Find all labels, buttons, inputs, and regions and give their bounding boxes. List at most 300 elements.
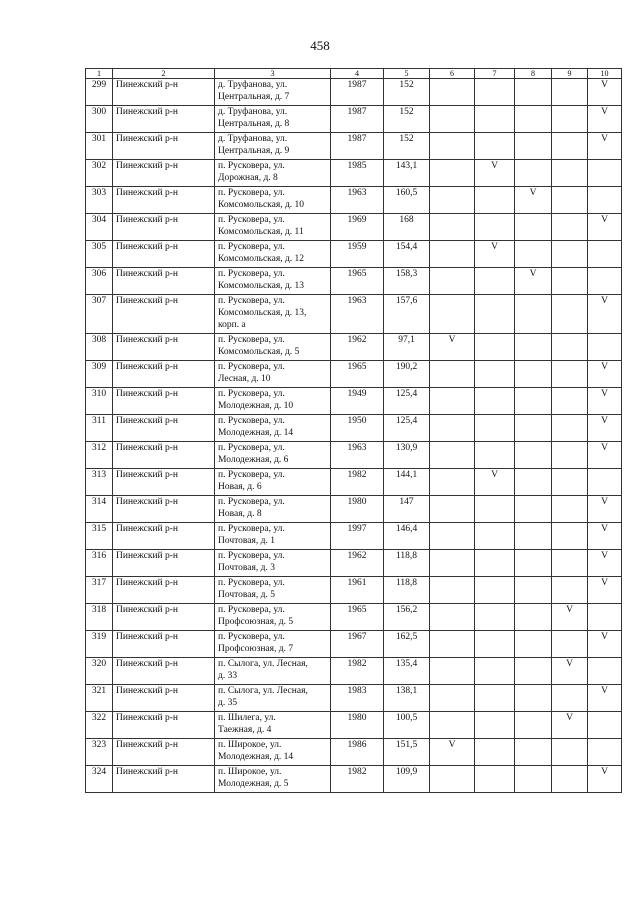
address-line: п. Русковера, ул. (218, 470, 285, 480)
mark-cell-c7 (475, 604, 515, 631)
table-row (86, 133, 622, 160)
address-line: Почтовая, д. 5 (218, 590, 275, 600)
year-cell: 1985 (331, 160, 384, 187)
mark-cell-c7 (475, 295, 515, 334)
mark-cell-c8 (515, 79, 552, 106)
mark-cell-c6 (430, 523, 475, 550)
district-cell: Пинежский р-н (113, 295, 215, 334)
mark-cell-c7 (475, 712, 515, 739)
mark-cell-c9 (552, 160, 588, 187)
mark-cell-c10: V (588, 523, 622, 550)
mark-cell-c7: V (475, 241, 515, 268)
mark-cell-c6 (430, 415, 475, 442)
mark-cell-c6 (430, 133, 475, 160)
column-header: 9 (552, 69, 588, 79)
table-row (86, 160, 622, 187)
address-line: Комсомольская, д. 13 (218, 281, 305, 291)
mark-cell-c10: V (588, 79, 622, 106)
address-cell (215, 160, 331, 187)
district-cell: Пинежский р-н (113, 388, 215, 415)
area-cell: 100,5 (384, 712, 430, 739)
mark-cell-c7 (475, 631, 515, 658)
mark-cell-c8 (515, 160, 552, 187)
area-cell: 157,6 (384, 295, 430, 334)
row-number-cell: 322 (86, 712, 113, 739)
address-line: Таежная, д. 4 (218, 725, 272, 735)
address-line: п. Широкое, ул. (218, 767, 282, 777)
area-cell: 125,4 (384, 388, 430, 415)
row-number-cell: 305 (86, 241, 113, 268)
mark-cell-c8 (515, 241, 552, 268)
address-cell (215, 469, 331, 496)
mark-cell-c7 (475, 766, 515, 793)
mark-cell-c7 (475, 415, 515, 442)
table-row (86, 388, 622, 415)
address-line: корп. а (218, 320, 246, 330)
table-row (86, 577, 622, 604)
mark-cell-c6 (430, 604, 475, 631)
address-cell (215, 361, 331, 388)
year-cell: 1982 (331, 766, 384, 793)
address-cell (215, 577, 331, 604)
district-cell: Пинежский р-н (113, 712, 215, 739)
row-number-cell: 310 (86, 388, 113, 415)
year-cell: 1987 (331, 106, 384, 133)
mark-cell-c9 (552, 739, 588, 766)
table-row (86, 739, 622, 766)
row-number-cell: 301 (86, 133, 113, 160)
column-header: 4 (331, 69, 384, 79)
address-line: Молодежная, д. 5 (218, 779, 289, 789)
mark-cell-c7 (475, 685, 515, 712)
mark-cell-c7 (475, 79, 515, 106)
area-cell: 152 (384, 106, 430, 133)
table-row (86, 550, 622, 577)
address-cell (215, 79, 331, 106)
area-cell: 156,2 (384, 604, 430, 631)
mark-cell-c6 (430, 79, 475, 106)
area-cell: 152 (384, 133, 430, 160)
address-line: п. Русковера, ул. (218, 242, 285, 252)
area-cell: 168 (384, 214, 430, 241)
address-line: п. Сылога, ул. Лесная, (218, 659, 308, 669)
mark-cell-c8 (515, 106, 552, 133)
row-number-cell: 315 (86, 523, 113, 550)
area-cell: 109,9 (384, 766, 430, 793)
mark-cell-c8 (515, 766, 552, 793)
column-header: 7 (475, 69, 515, 79)
district-cell: Пинежский р-н (113, 241, 215, 268)
district-cell: Пинежский р-н (113, 79, 215, 106)
address-cell (215, 442, 331, 469)
mark-cell-c9 (552, 79, 588, 106)
row-number-cell: 309 (86, 361, 113, 388)
year-cell: 1950 (331, 415, 384, 442)
mark-cell-c6 (430, 160, 475, 187)
mark-cell-c10: V (588, 361, 622, 388)
area-cell: 130,9 (384, 442, 430, 469)
mark-cell-c7 (475, 523, 515, 550)
year-cell: 1965 (331, 268, 384, 295)
mark-cell-c9: V (552, 658, 588, 685)
address-cell (215, 739, 331, 766)
area-cell: 158,3 (384, 268, 430, 295)
row-number-cell: 316 (86, 550, 113, 577)
mark-cell-c6 (430, 106, 475, 133)
mark-cell-c7 (475, 268, 515, 295)
row-number-cell: 304 (86, 214, 113, 241)
year-cell: 1987 (331, 133, 384, 160)
mark-cell-c8 (515, 604, 552, 631)
table-row (86, 268, 622, 295)
mark-cell-c8 (515, 523, 552, 550)
mark-cell-c9 (552, 388, 588, 415)
area-cell: 190,2 (384, 361, 430, 388)
mark-cell-c6 (430, 214, 475, 241)
year-cell: 1961 (331, 577, 384, 604)
mark-cell-c7 (475, 496, 515, 523)
address-cell (215, 604, 331, 631)
address-cell (215, 214, 331, 241)
table-row (86, 415, 622, 442)
year-cell: 1962 (331, 334, 384, 361)
mark-cell-c7 (475, 361, 515, 388)
row-number-cell: 318 (86, 604, 113, 631)
mark-cell-c6 (430, 361, 475, 388)
area-cell: 160,5 (384, 187, 430, 214)
table-row (86, 187, 622, 214)
address-cell (215, 766, 331, 793)
district-cell: Пинежский р-н (113, 415, 215, 442)
district-cell: Пинежский р-н (113, 604, 215, 631)
year-cell: 1986 (331, 739, 384, 766)
address-line: Комсомольская, д. 5 (218, 347, 300, 357)
year-cell: 1980 (331, 712, 384, 739)
mark-cell-c6 (430, 631, 475, 658)
district-cell: Пинежский р-н (113, 214, 215, 241)
district-cell: Пинежский р-н (113, 361, 215, 388)
address-line: Центральная, д. 7 (218, 92, 290, 102)
table-row (86, 604, 622, 631)
district-cell: Пинежский р-н (113, 739, 215, 766)
address-cell (215, 523, 331, 550)
area-cell: 151,5 (384, 739, 430, 766)
address-cell (215, 658, 331, 685)
row-number-cell: 312 (86, 442, 113, 469)
mark-cell-c10: V (588, 214, 622, 241)
address-line: Почтовая, д. 1 (218, 536, 275, 546)
mark-cell-c9 (552, 187, 588, 214)
mark-cell-c6 (430, 295, 475, 334)
mark-cell-c9 (552, 469, 588, 496)
address-cell (215, 133, 331, 160)
mark-cell-c7: V (475, 469, 515, 496)
mark-cell-c9: V (552, 604, 588, 631)
address-line: Молодежная, д. 10 (218, 401, 294, 411)
mark-cell-c8 (515, 496, 552, 523)
mark-cell-c6 (430, 268, 475, 295)
table-row (86, 361, 622, 388)
address-line: д. 35 (218, 698, 238, 708)
mark-cell-c7 (475, 550, 515, 577)
mark-cell-c8 (515, 685, 552, 712)
address-line: Дорожная, д. 8 (218, 173, 278, 183)
area-cell: 125,4 (384, 415, 430, 442)
address-line: п. Русковера, ул. (218, 416, 285, 426)
address-line: п. Русковера, ул. (218, 335, 285, 345)
address-line: п. Русковера, ул. (218, 161, 285, 171)
table-row (86, 241, 622, 268)
mark-cell-c10: V (588, 295, 622, 334)
mark-cell-c9 (552, 442, 588, 469)
mark-cell-c9 (552, 550, 588, 577)
mark-cell-c7: V (475, 160, 515, 187)
address-line: д. Труфанова, ул. (218, 80, 288, 90)
district-cell: Пинежский р-н (113, 268, 215, 295)
address-cell (215, 241, 331, 268)
table-row (86, 523, 622, 550)
column-header: 5 (384, 69, 430, 79)
column-header: 10 (588, 69, 622, 79)
mark-cell-c10 (588, 604, 622, 631)
year-cell: 1982 (331, 658, 384, 685)
area-cell: 118,8 (384, 577, 430, 604)
year-cell: 1982 (331, 469, 384, 496)
mark-cell-c8 (515, 133, 552, 160)
mark-cell-c8: V (515, 187, 552, 214)
mark-cell-c9 (552, 133, 588, 160)
table-row (86, 766, 622, 793)
table-row (86, 442, 622, 469)
address-cell (215, 496, 331, 523)
district-cell: Пинежский р-н (113, 685, 215, 712)
mark-cell-c9 (552, 214, 588, 241)
year-cell: 1965 (331, 604, 384, 631)
row-number-cell: 307 (86, 295, 113, 334)
district-cell: Пинежский р-н (113, 469, 215, 496)
year-cell: 1969 (331, 214, 384, 241)
address-line: п. Русковера, ул. (218, 524, 285, 534)
mark-cell-c9 (552, 685, 588, 712)
mark-cell-c6 (430, 577, 475, 604)
row-number-cell: 313 (86, 469, 113, 496)
address-cell (215, 631, 331, 658)
address-line: Центральная, д. 9 (218, 146, 290, 156)
year-cell: 1980 (331, 496, 384, 523)
mark-cell-c6 (430, 712, 475, 739)
area-cell: 97,1 (384, 334, 430, 361)
table-row (86, 496, 622, 523)
address-line: п. Сылога, ул. Лесная, (218, 686, 308, 696)
mark-cell-c10 (588, 739, 622, 766)
mark-cell-c9 (552, 523, 588, 550)
column-header: 6 (430, 69, 475, 79)
table-row (86, 334, 622, 361)
mark-cell-c10 (588, 160, 622, 187)
row-number-cell: 320 (86, 658, 113, 685)
mark-cell-c9 (552, 766, 588, 793)
address-cell (215, 106, 331, 133)
mark-cell-c7 (475, 214, 515, 241)
mark-cell-c10 (588, 241, 622, 268)
mark-cell-c10 (588, 334, 622, 361)
row-number-cell: 321 (86, 685, 113, 712)
mark-cell-c7 (475, 334, 515, 361)
mark-cell-c6 (430, 550, 475, 577)
address-line: п. Широкое, ул. (218, 740, 282, 750)
mark-cell-c6 (430, 241, 475, 268)
year-cell: 1963 (331, 187, 384, 214)
address-line: Лесная, д. 10 (218, 374, 271, 384)
row-number-cell: 306 (86, 268, 113, 295)
mark-cell-c7 (475, 133, 515, 160)
table-row (86, 214, 622, 241)
district-cell: Пинежский р-н (113, 631, 215, 658)
mark-cell-c9 (552, 631, 588, 658)
mark-cell-c8 (515, 334, 552, 361)
address-line: Комсомольская, д. 12 (218, 254, 305, 264)
mark-cell-c8 (515, 388, 552, 415)
mark-cell-c9 (552, 295, 588, 334)
mark-cell-c9 (552, 415, 588, 442)
mark-cell-c8 (515, 415, 552, 442)
address-line: п. Русковера, ул. (218, 443, 285, 453)
year-cell: 1997 (331, 523, 384, 550)
mark-cell-c8 (515, 361, 552, 388)
mark-cell-c10: V (588, 496, 622, 523)
district-cell: Пинежский р-н (113, 442, 215, 469)
table-row (86, 685, 622, 712)
mark-cell-c6: V (430, 334, 475, 361)
table-row (86, 295, 622, 334)
address-line: Профсоюзная, д. 7 (218, 644, 294, 654)
row-number-cell: 319 (86, 631, 113, 658)
address-line: п. Шилега, ул. (218, 713, 276, 723)
mark-cell-c8 (515, 214, 552, 241)
mark-cell-c10: V (588, 685, 622, 712)
column-header: 2 (113, 69, 215, 79)
table-body (86, 79, 622, 793)
mark-cell-c10 (588, 268, 622, 295)
district-cell: Пинежский р-н (113, 496, 215, 523)
address-line: Центральная, д. 8 (218, 119, 290, 129)
mark-cell-c10: V (588, 106, 622, 133)
row-number-cell: 303 (86, 187, 113, 214)
address-line: Комсомольская, д. 11 (218, 227, 304, 237)
mark-cell-c10: V (588, 388, 622, 415)
mark-cell-c6 (430, 187, 475, 214)
address-line: п. Русковера, ул. (218, 497, 285, 507)
mark-cell-c7 (475, 187, 515, 214)
year-cell: 1987 (331, 79, 384, 106)
row-number-cell: 317 (86, 577, 113, 604)
mark-cell-c10: V (588, 442, 622, 469)
row-number-cell: 323 (86, 739, 113, 766)
mark-cell-c6 (430, 496, 475, 523)
address-line: п. Русковера, ул. (218, 551, 285, 561)
year-cell: 1963 (331, 442, 384, 469)
area-cell: 152 (384, 79, 430, 106)
address-line: Комсомольская, д. 10 (218, 200, 305, 210)
mark-cell-c10: V (588, 766, 622, 793)
mark-cell-c8 (515, 577, 552, 604)
address-line: Молодежная, д. 14 (218, 752, 294, 762)
mark-cell-c7 (475, 388, 515, 415)
address-line: п. Русковера, ул. (218, 605, 285, 615)
mark-cell-c8 (515, 295, 552, 334)
year-cell: 1965 (331, 361, 384, 388)
year-cell: 1983 (331, 685, 384, 712)
mark-cell-c8 (515, 658, 552, 685)
district-cell: Пинежский р-н (113, 550, 215, 577)
mark-cell-c9: V (552, 712, 588, 739)
row-number-cell: 314 (86, 496, 113, 523)
address-cell (215, 187, 331, 214)
address-line: д. Труфанова, ул. (218, 107, 288, 117)
mark-cell-c6 (430, 685, 475, 712)
mark-cell-c8 (515, 739, 552, 766)
mark-cell-c8 (515, 712, 552, 739)
address-line: п. Русковера, ул. (218, 215, 285, 225)
mark-cell-c10: V (588, 577, 622, 604)
mark-cell-c8 (515, 469, 552, 496)
mark-cell-c7 (475, 739, 515, 766)
mark-cell-c10 (588, 712, 622, 739)
table-row (86, 79, 622, 106)
mark-cell-c6 (430, 388, 475, 415)
mark-cell-c10: V (588, 631, 622, 658)
address-line: п. Русковера, ул. (218, 578, 285, 588)
header-row (86, 69, 622, 79)
table-row (86, 658, 622, 685)
district-cell: Пинежский р-н (113, 160, 215, 187)
area-cell: 147 (384, 496, 430, 523)
address-line: Профсоюзная, д. 5 (218, 617, 294, 627)
mark-cell-c9 (552, 334, 588, 361)
mark-cell-c8 (515, 631, 552, 658)
year-cell: 1967 (331, 631, 384, 658)
row-number-cell: 311 (86, 415, 113, 442)
mark-cell-c7 (475, 658, 515, 685)
mark-cell-c10: V (588, 133, 622, 160)
mark-cell-c9 (552, 106, 588, 133)
mark-cell-c7 (475, 106, 515, 133)
row-number-cell: 299 (86, 79, 113, 106)
area-cell: 146,4 (384, 523, 430, 550)
address-line: Молодежная, д. 14 (218, 428, 294, 438)
mark-cell-c9 (552, 241, 588, 268)
address-cell (215, 295, 331, 334)
address-line: д. 33 (218, 671, 238, 681)
row-number-cell: 308 (86, 334, 113, 361)
column-header: 8 (515, 69, 552, 79)
mark-cell-c10: V (588, 550, 622, 577)
area-cell: 135,4 (384, 658, 430, 685)
year-cell: 1949 (331, 388, 384, 415)
mark-cell-c10 (588, 469, 622, 496)
mark-cell-c8 (515, 442, 552, 469)
address-line: п. Русковера, ул. (218, 188, 285, 198)
mark-cell-c6 (430, 442, 475, 469)
address-line: п. Русковера, ул. (218, 632, 285, 642)
table-row (86, 712, 622, 739)
mark-cell-c10: V (588, 415, 622, 442)
mark-cell-c9 (552, 361, 588, 388)
table-row (86, 469, 622, 496)
table-row (86, 631, 622, 658)
address-line: д. Труфанова, ул. (218, 134, 288, 144)
address-line: Молодежная, д. 6 (218, 455, 289, 465)
